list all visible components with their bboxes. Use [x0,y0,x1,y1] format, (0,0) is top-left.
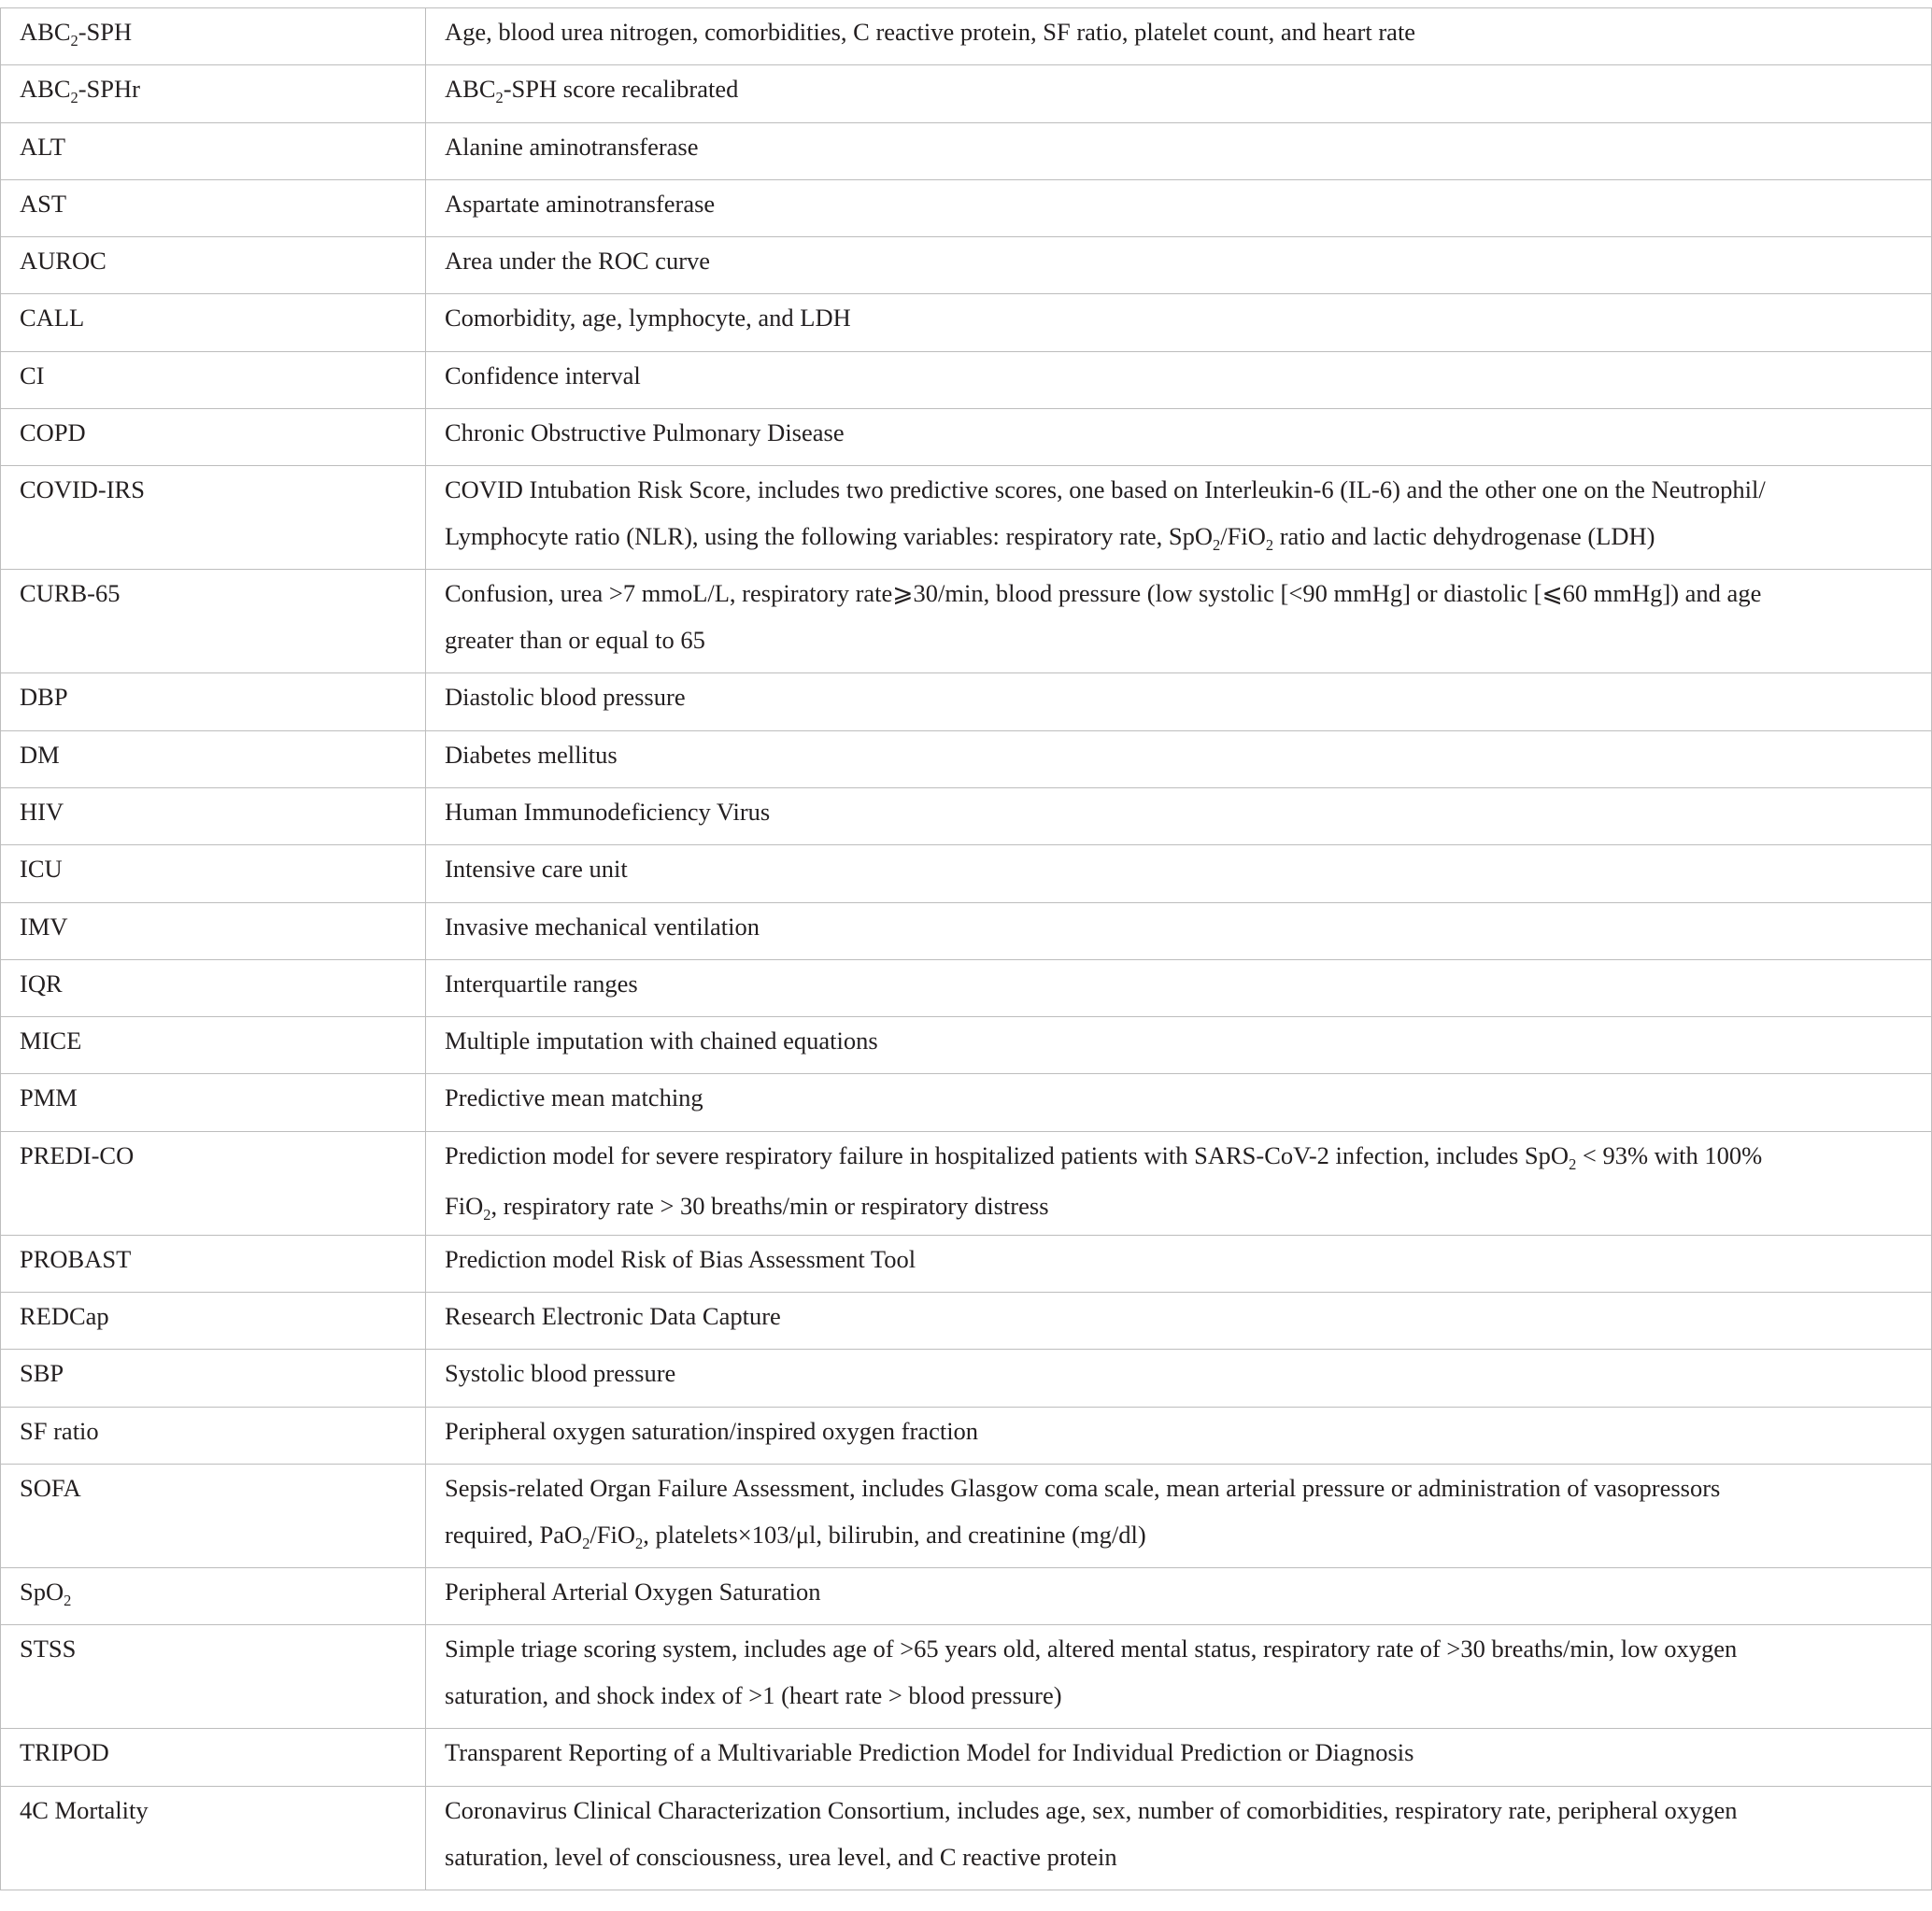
abbreviation-text: AUROC [20,247,107,276]
definition-line: Peripheral Arterial Oxygen Saturation [445,1577,821,1606]
abbreviation-cell [1,902,426,959]
definition-line: Human Immunodeficiency Virus [445,797,771,826]
table-row [1,237,1932,294]
table-row [1,179,1932,236]
abbreviation-cell [1,409,426,466]
abbreviation-text: SBP [20,1359,64,1388]
abbreviation-cell [1,237,426,294]
table-row [1,65,1932,122]
table-row [1,730,1932,787]
definition-cell [426,351,1932,408]
table-row [1,1235,1932,1292]
definition-line: Age, blood urea nitrogen, comorbidities, C reactive protein, SF ratio, platelet count, and heart rate [445,18,1416,46]
abbreviation-text: ICU [20,855,63,884]
abbreviation-cell [1,1131,426,1235]
definition-line: Alanine aminotransferase [445,132,699,161]
subscript-two: 2 [1213,536,1221,555]
definition-line: Invasive mechanical ventilation [445,912,760,941]
definition-line: Multiple imputation with chained equations [445,1026,878,1055]
abbreviation-cell [1,1293,426,1350]
definition-line: Lymphocyte ratio (NLR), using the following variables: respiratory rate, SpO$_2$/FiO$_2$ ratio and lactic dehydrogenase (LDH) [445,522,1655,555]
abbreviation-text: DBP [20,683,68,712]
definition-cell [426,1464,1932,1567]
definition-cell [426,673,1932,730]
table-row [1,1293,1932,1350]
table-row [1,1567,1932,1624]
abbreviation-cell [1,1350,426,1407]
abbreviation-cell [1,1017,426,1074]
subscript-two: 2 [495,89,504,107]
abbreviation-text: $ABC_2$-SPH [20,18,133,50]
table-row [1,1464,1932,1567]
definition-cell [426,902,1932,959]
definition-line: $ABC_2$-SPH score recalibrated [445,75,739,107]
abbreviation-text: PMM [20,1083,78,1112]
definition-cell [426,1625,1932,1729]
definition-line: FiO$_2$, respiratory rate > 30 breaths/min or respiratory distress [445,1191,1049,1224]
definition-cell [426,1786,1932,1890]
abbreviation-cell [1,351,426,408]
abbreviation-text: 4C Mortality [20,1795,149,1824]
definition-cell [426,730,1932,787]
abbreviation-text: DM [20,740,60,769]
subscript-two: 2 [635,1534,644,1552]
subscript-two: 2 [483,1205,491,1224]
abbreviation-cell [1,1786,426,1890]
abbreviation-cell [1,787,426,844]
definition-line: Prediction model Risk of Bias Assessment Tool [445,1244,916,1273]
abbreviation-text: IMV [20,912,68,941]
definition-cell [426,845,1932,902]
abbreviation-cell [1,730,426,787]
abbreviation-text: STSS [20,1635,77,1663]
abbreviation-cell [1,65,426,122]
definition-cell [426,237,1932,294]
abbreviation-cell [1,466,426,570]
table-row [1,845,1932,902]
table-row [1,1074,1932,1131]
definition-line: Comorbidity, age, lymphocyte, and LDH [445,304,851,333]
definition-line: Intensive care unit [445,855,628,884]
abbreviation-text: CALL [20,304,85,333]
definition-line: Peripheral oxygen saturation/inspired oxygen fraction [445,1416,979,1445]
definition-line: Confidence interval [445,361,641,389]
definition-cell [426,1074,1932,1131]
abbreviation-text: ALT [20,132,66,161]
table-row [1,1407,1932,1464]
abbreviation-text: PREDI-CO [20,1140,135,1169]
subscript-two: 2 [70,89,78,107]
definition-line: Transparent Reporting of a Multivariable Prediction Model for Individual Prediction or Diagnosis [445,1738,1414,1767]
abbreviation-cell [1,1567,426,1624]
abbreviation-cell [1,845,426,902]
subscript-two: 2 [70,31,78,50]
definition-cell [426,466,1932,570]
abbreviations-table [0,7,1932,1890]
definition-cell [426,1235,1932,1292]
abbreviation-cell [1,570,426,673]
table-row [1,294,1932,351]
definition-cell [426,1567,1932,1624]
table-row [1,1786,1932,1890]
table-row [1,673,1932,730]
subscript-two: 2 [64,1591,72,1609]
abbreviation-cell [1,8,426,65]
definition-line: Simple triage scoring system, includes age of >65 years old, altered mental status, respiratory rate of >30 breaths/min, low oxygen [445,1635,1738,1663]
abbreviation-cell [1,122,426,179]
definition-line: Sepsis-related Organ Failure Assessment, includes Glasgow coma scale, mean arterial pressure or administration of vasopressors [445,1473,1721,1502]
definition-cell [426,1407,1932,1464]
abbreviation-cell [1,1235,426,1292]
abbreviation-text: TRIPOD [20,1738,109,1767]
abbreviation-text: SpO$_2$ [20,1577,72,1609]
definition-line: Predictive mean matching [445,1083,703,1112]
definition-line: Research Electronic Data Capture [445,1302,781,1331]
abbreviation-text: COVID-IRS [20,475,145,504]
definition-cell [426,570,1932,673]
table-row [1,122,1932,179]
definition-cell [426,1017,1932,1074]
table-row [1,959,1932,1016]
definition-cell [426,787,1932,844]
definition-line: required, PaO$_2$/FiO$_2$, platelets×103/μl, bilirubin, and creatinine (mg/dl) [445,1520,1146,1552]
abbreviation-cell [1,294,426,351]
definition-line: Chronic Obstructive Pulmonary Disease [445,418,845,447]
abbreviation-text: MICE [20,1026,82,1055]
definition-cell [426,1350,1932,1407]
table-row [1,1350,1932,1407]
table-row [1,1625,1932,1729]
abbreviation-cell [1,179,426,236]
table-row [1,787,1932,844]
definition-cell [426,65,1932,122]
definition-line: greater than or equal to 65 [445,626,705,655]
abbreviation-text: SOFA [20,1473,81,1502]
definition-cell [426,1729,1932,1786]
definition-line: Coronavirus Clinical Characterization Consortium, includes age, sex, number of comorbidities, respiratory rate, peripheral oxygen [445,1795,1738,1824]
table-row [1,8,1932,65]
definition-line: Interquartile ranges [445,969,638,998]
abbreviation-cell [1,1625,426,1729]
table-row [1,1017,1932,1074]
table-row [1,570,1932,673]
table-row [1,902,1932,959]
subscript-two: 2 [582,1534,590,1552]
definition-line: Aspartate aminotransferase [445,189,716,218]
abbreviation-text: PROBAST [20,1244,132,1273]
abbreviation-cell [1,1729,426,1786]
definition-line: Diabetes mellitus [445,740,618,769]
abbreviation-cell [1,1407,426,1464]
definition-cell [426,1293,1932,1350]
definition-cell [426,8,1932,65]
definition-cell [426,122,1932,179]
abbreviation-cell [1,1464,426,1567]
definition-line: Systolic blood pressure [445,1359,676,1388]
abbreviation-cell [1,1074,426,1131]
abbreviation-text: $ABC_2$-SPHr [20,75,140,107]
definition-cell [426,1131,1932,1235]
definition-line: Area under the ROC curve [445,247,711,276]
abbreviation-cell [1,959,426,1016]
table-row [1,1131,1932,1235]
abbreviation-text: SF ratio [20,1416,99,1445]
table-row [1,1729,1932,1786]
definition-line: Prediction model for severe respiratory failure in hospitalized patients with SARS-CoV-2 infection, includes SpO$_2$ < 93% with 100% [445,1140,1763,1173]
abbreviation-text: REDCap [20,1302,109,1331]
subscript-two: 2 [1569,1154,1577,1173]
abbreviation-text: COPD [20,418,86,447]
definition-line: COVID Intubation Risk Score, includes two predictive scores, one based on Interleukin-6 (IL-6) and the other one on the Neutrophil/ [445,475,1766,504]
definition-cell [426,409,1932,466]
definition-line: saturation, level of consciousness, urea level, and C reactive protein [445,1842,1117,1871]
definition-line: saturation, and shock index of >1 (heart rate > blood pressure) [445,1681,1062,1710]
definition-line: Confusion, urea >7 mmoL/L, respiratory rate⩾30/min, blood pressure (low systolic [<90 mmHg] or diastolic [⩽60 mmHg]) and age [445,579,1762,608]
definition-cell [426,179,1932,236]
definition-cell [426,294,1932,351]
abbreviation-text: CURB-65 [20,579,121,608]
table-row [1,466,1932,570]
abbreviation-text: AST [20,189,67,218]
definition-line: Diastolic blood pressure [445,683,686,712]
definition-cell [426,959,1932,1016]
abbreviations-table-body [1,8,1932,1890]
abbreviation-text: HIV [20,797,64,826]
abbreviation-text: IQR [20,969,63,998]
abbreviation-cell [1,673,426,730]
table-row [1,351,1932,408]
table-row [1,409,1932,466]
subscript-two: 2 [1265,536,1274,555]
abbreviation-text: CI [20,361,45,389]
